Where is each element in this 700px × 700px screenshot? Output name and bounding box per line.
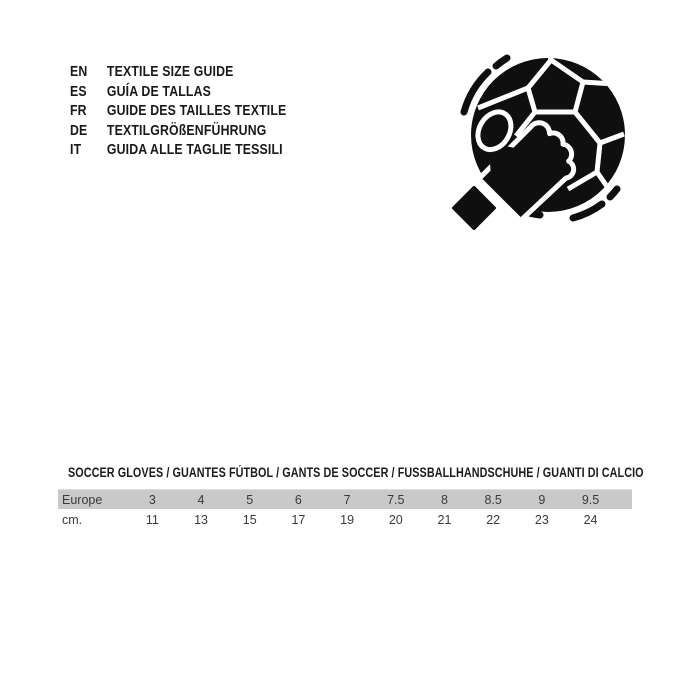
cm-cell: 22 [486,512,501,527]
cm-cell: 24 [583,512,598,527]
glove-ball-svg [448,38,658,248]
cm-cell: 13 [194,512,208,527]
language-code: EN [70,63,88,80]
language-label: GUÍA DE TALLAS [106,82,212,100]
size-cell: 9.5 [581,492,600,507]
cm-cell: 17 [291,512,306,527]
cm-cell: 11 [145,512,159,527]
table-row-cm [58,509,632,530]
size-cell: 8 [440,492,448,507]
size-cell: 9 [538,492,546,507]
language-label: TEXTILE SIZE GUIDE [106,63,234,80]
list-item [70,62,286,82]
size-table [58,489,632,530]
language-code: ES [70,82,87,100]
size-cell: 8.5 [484,492,502,507]
cm-cell: 21 [437,512,452,527]
cm-cell: 19 [340,512,355,527]
size-table-title: SOCCER GLOVES / GUANTES FÚTBOL / GANTS DE SOCCER / FUSSBALLHANDSCHUHE / GUANTI DI CALCIO [68,465,644,480]
cm-cell: 20 [388,512,403,527]
table-row-europe [58,489,632,509]
row-label: Europe [62,492,103,507]
size-cell: 4 [197,492,205,507]
list-item [70,140,286,160]
size-cell: 3 [148,492,156,507]
size-cell: 6 [294,492,302,507]
cm-cell: 23 [534,512,549,527]
list-item [70,121,286,141]
goalkeeper-glove-ball-icon [448,38,658,248]
language-label: GUIDA ALLE TAGLIE TESSILI [106,141,283,158]
cm-cell: 15 [242,512,257,527]
list-item [70,82,286,102]
size-cell: 7 [343,492,351,507]
language-label: GUIDE DES TAILLES TEXTILE [106,102,287,119]
language-label: TEXTILGRÖßENFÜHRUNG [106,121,267,139]
row-label: cm. [62,512,83,527]
language-code: IT [70,141,82,158]
list-item [70,101,286,121]
language-code: FR [70,102,87,119]
language-title-list [70,62,286,160]
size-cell: 7.5 [387,492,405,507]
language-code: DE [70,121,88,139]
size-cell: 5 [246,492,254,507]
